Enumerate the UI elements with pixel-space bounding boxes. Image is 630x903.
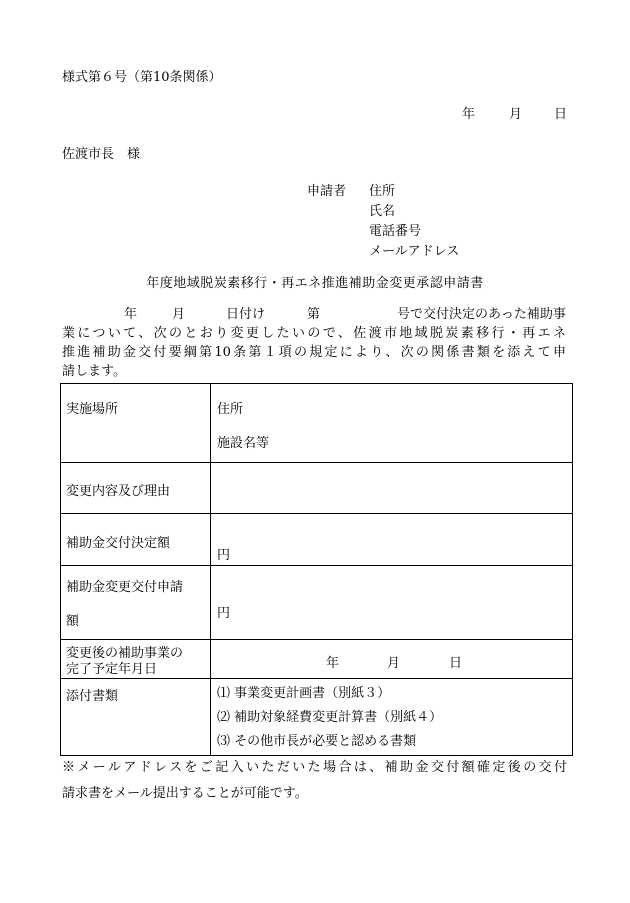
attachments-value-cell bbox=[211, 679, 573, 756]
attachment-item: ⑴ 事業変更計画書（別紙３） bbox=[217, 686, 391, 701]
applicant-label: 申請者 bbox=[307, 184, 347, 199]
row-completion-date bbox=[61, 640, 573, 679]
requested-amount-label-line1: 補助金変更交付申請 bbox=[66, 580, 184, 595]
completion-label-line2: 完了予定年月日 bbox=[66, 662, 158, 677]
body-year: 年 bbox=[124, 307, 138, 322]
applicant-phone-label: 電話番号 bbox=[369, 224, 422, 239]
completion-label-cell bbox=[61, 640, 211, 679]
body-line-4: 請します。 bbox=[62, 364, 126, 379]
applicant-address-label: 住所 bbox=[369, 184, 396, 199]
requested-amount-unit: 円 bbox=[217, 606, 231, 621]
row-location bbox=[61, 384, 573, 463]
completion-label-line1: 変更後の補助事業の bbox=[66, 646, 184, 661]
attachment-item: ⑶ その他市長が必要と認める書類 bbox=[217, 734, 417, 749]
decided-amount-label: 補助金交付決定額 bbox=[66, 536, 171, 551]
form-number: 様式第６号（第10条関係） bbox=[62, 70, 222, 85]
body-number-prefix: 第 bbox=[307, 307, 321, 322]
attachments-label-cell bbox=[61, 679, 211, 756]
body-line-2: 業について、次のとおり変更したいので、佐渡市地域脱炭素移行・再エネ bbox=[62, 326, 566, 341]
location-facility-label: 施設名等 bbox=[217, 436, 270, 451]
attachment-item: ⑵ 補助対象経費変更計算書（別紙４） bbox=[217, 710, 443, 725]
attachments-label: 添付書類 bbox=[66, 689, 119, 704]
decided-amount-unit: 円 bbox=[217, 548, 231, 563]
body-line-1-rest: 号で交付決定のあった補助事 bbox=[397, 307, 566, 322]
document-title: 年度地域脱炭素移行・再エネ推進補助金変更承認申請書 bbox=[146, 276, 484, 291]
completion-value-cell[interactable] bbox=[211, 640, 573, 679]
row-change bbox=[61, 463, 573, 514]
completion-year: 年 bbox=[326, 656, 340, 671]
requested-amount-value-cell[interactable] bbox=[211, 566, 573, 640]
location-label-cell bbox=[61, 384, 211, 463]
date-day: 日 bbox=[554, 107, 568, 122]
body-paragraph bbox=[62, 305, 566, 381]
change-label-cell bbox=[61, 463, 211, 514]
decided-amount-label-cell bbox=[61, 514, 211, 566]
applicant-name-label: 氏名 bbox=[369, 204, 396, 219]
body-line-1 bbox=[62, 305, 566, 324]
decided-amount-value-cell[interactable] bbox=[211, 514, 573, 566]
requested-amount-label-cell bbox=[61, 566, 211, 640]
footnote-line-2: 請求書をメール提出することが可能です。 bbox=[62, 786, 308, 801]
location-label: 実施場所 bbox=[66, 402, 119, 417]
footnote-line-1: ※メールアドレスをご記入いただいた場合は、補助金交付額確定後の交付 bbox=[62, 760, 567, 775]
applicant-fields bbox=[369, 180, 459, 260]
change-value-cell[interactable] bbox=[211, 463, 573, 514]
body-day: 日付け bbox=[226, 307, 266, 322]
date-month: 月 bbox=[509, 107, 523, 122]
footnote bbox=[62, 755, 567, 807]
addressee: 佐渡市長 様 bbox=[62, 147, 141, 162]
row-decided-amount bbox=[61, 514, 573, 566]
date-year: 年 bbox=[462, 107, 476, 122]
body-month: 月 bbox=[172, 307, 186, 322]
requested-amount-label-line2: 額 bbox=[66, 614, 80, 629]
body-line-3: 推進補助金交付要綱第10条第１項の規定により、次の関係書類を添えて申 bbox=[62, 345, 566, 360]
change-label: 変更内容及び理由 bbox=[66, 484, 171, 499]
completion-month: 月 bbox=[387, 656, 401, 671]
application-table bbox=[60, 383, 573, 756]
location-value-cell[interactable] bbox=[211, 384, 573, 463]
row-requested-amount bbox=[61, 566, 573, 640]
location-address-label: 住所 bbox=[217, 402, 244, 417]
applicant-email-label: メールアドレス bbox=[369, 244, 460, 259]
completion-day: 日 bbox=[449, 656, 463, 671]
row-attachments bbox=[61, 679, 573, 756]
